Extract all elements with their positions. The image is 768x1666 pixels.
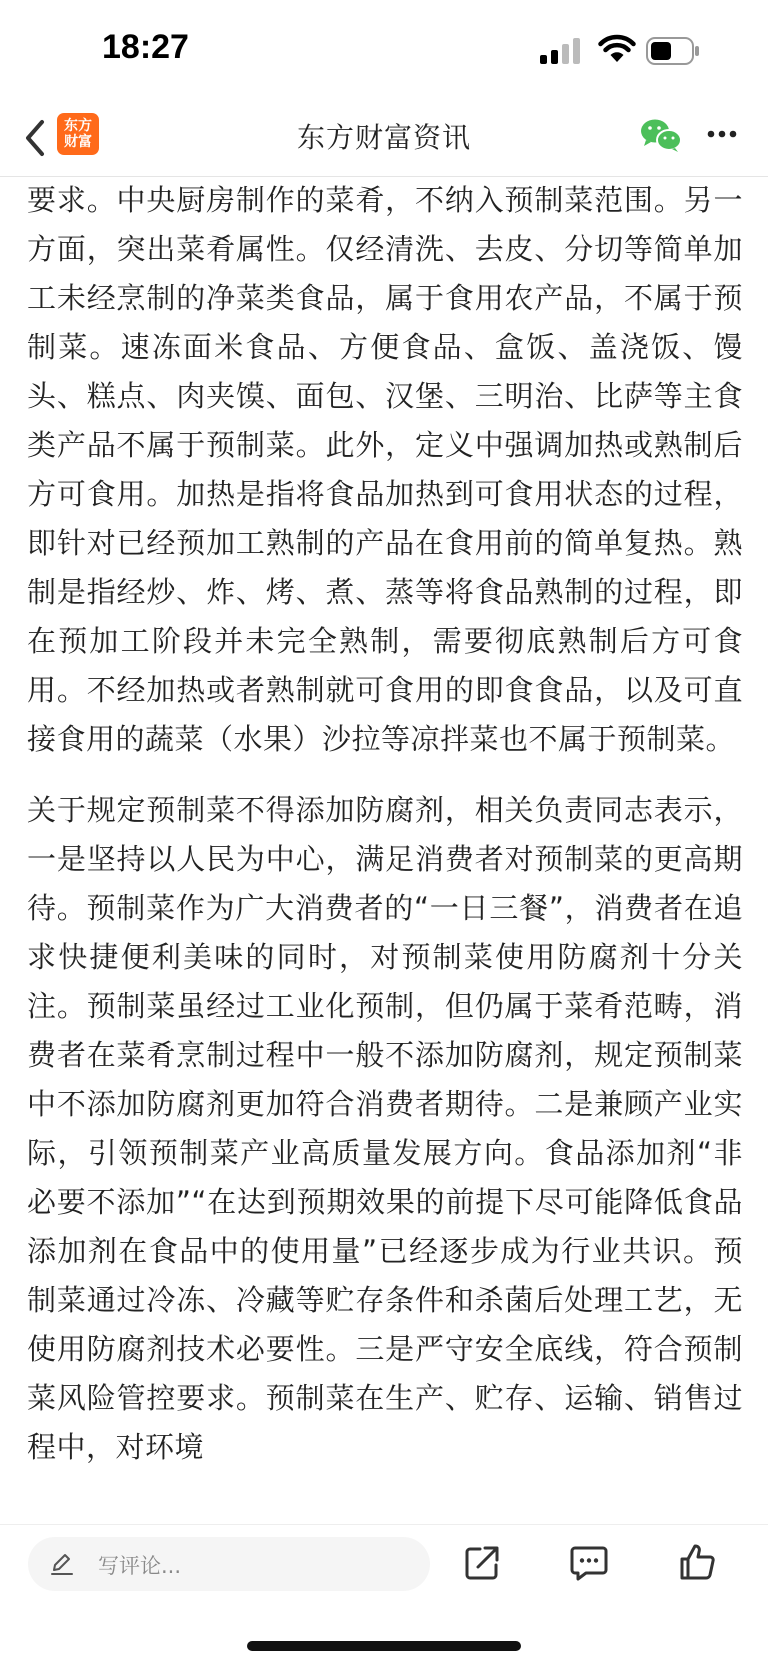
home-indicator[interactable] (247, 1641, 521, 1651)
logo-line-2: 财富 (64, 134, 92, 150)
article-body (27, 176, 743, 1523)
share-icon[interactable] (464, 1545, 500, 1581)
article-paragraph: 关于规定预制菜不得添加防腐剂，相关负责同志表示，一是坚持以人民为中心，满足消费者对预制菜的更高期待。预制菜作为广大消费者的“一日三餐”，消费者在追求快捷便利美味的同时，对预制菜使用防腐剂十分关注。预制菜虽经过工业化预制，但仍属于菜肴范畴，消费者在菜肴烹制过程中一般不添加防腐剂，规定预制菜中不添加防腐剂更加符合消费者期待。二是兼顾产业实际，引领预制菜产业高质量发展方向。食品添加剂“非必要不添加”“在达到预期效果的前提下尽可能降低食品添加剂在食品中的使用量”已经逐步成为行业共识。预制菜通过冷冻、冷藏等贮存条件和杀菌后处理工艺，无使用防腐剂技术必要性。三是严守安全底线，符合预制菜风险管控要求。预制菜在生产、贮存、运输、销售过程中，对环境 (27, 793, 743, 1464)
pencil-icon (50, 1552, 74, 1576)
status-bar (0, 0, 768, 100)
battery-icon (646, 37, 700, 65)
comment-input[interactable] (28, 1537, 430, 1591)
status-time: 18:27 (102, 28, 189, 66)
wifi-icon (598, 34, 636, 64)
wechat-icon[interactable] (640, 118, 682, 152)
thumbs-up-icon[interactable] (679, 1543, 715, 1581)
cellular-signal-icon (540, 38, 584, 64)
nav-bar (0, 100, 768, 177)
comment-icon[interactable] (570, 1545, 608, 1581)
logo-line-1: 东方 (64, 118, 92, 134)
comment-placeholder: 写评论... (98, 1554, 182, 1578)
page-title: 东方财富资讯 (296, 121, 471, 154)
more-dots-icon[interactable] (706, 128, 738, 140)
article-paragraph: 要求。中央厨房制作的菜肴，不纳入预制菜范围。另一方面，突出菜肴属性。仅经清洗、去皮、分切等简单加工未经烹制的净菜类食品，属于食用农产品，不属于预制菜。速冻面米食品、方便食品、盒饭、盖浇饭、馒头、糕点、肉夹馍、面包、汉堡、三明治、比萨等主食类产品不属于预制菜。此外，定义中强调加热或熟制后方可食用。加热是指将食品加热到可食用状态的过程，即针对已经预加工熟制的产品在食用前的简单复热。熟制是指经炒、炸、烤、煮、蒸等将食品熟制的过程，即在预加工阶段并未完全熟制，需要彻底熟制后方可食用。不经加热或者熟制就可食用的即食食品，以及可直接食用的蔬菜（水果）沙拉等凉拌菜也不属于预制菜。 (27, 183, 743, 756)
